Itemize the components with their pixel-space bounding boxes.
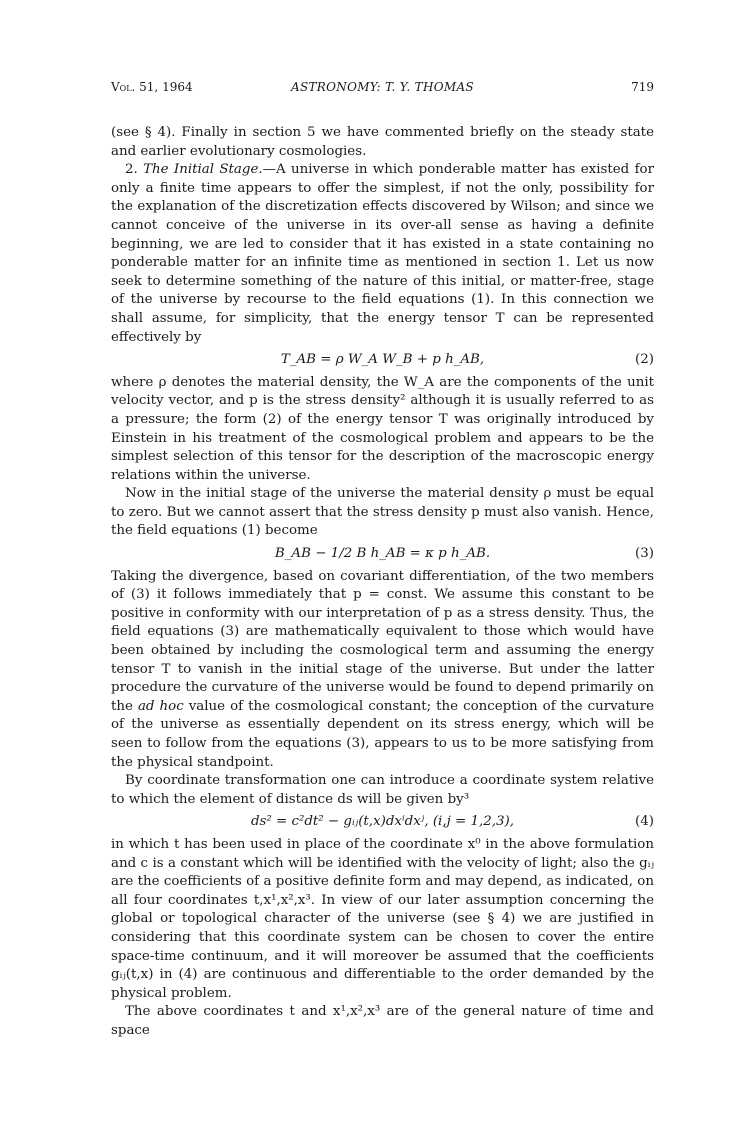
paragraph-initial-stage xyxy=(111,161,654,347)
ad-hoc-term: ad hoc xyxy=(137,698,184,714)
divergence-text-b: value of the cosmological constant; the conception of the curvature of the universe as essentially dependent on its stress energy, which will be seen to follow from the equations (3), appears to us to be more satisfying from the physical standpoint. xyxy=(111,698,655,770)
running-header xyxy=(111,80,654,100)
paragraph-divergence xyxy=(111,568,654,773)
section-text: —A universe in which ponderable matter has existed for only a finite time appears to offer the simplest, if not the only, possibility for the explanation of the discretization effects discovered by Wilson; and since we cannot conceive of the universe in its over-all sense as having a definite beginning, we are led to consider that it has existed in a state containing no ponderable matter for an infinite time as mentioned in section 1. Let us now seek to determine something of the nature of this initial, or matter-free, stage of the universe by recourse to the field equations (1). In this connection we shall assume, for simplicity, that the energy tensor T can be represented effectively by xyxy=(111,162,654,345)
article-body xyxy=(111,124,654,1041)
equation-2-number: (2) xyxy=(635,352,654,368)
page-number: 719 xyxy=(631,80,654,94)
equation-3 xyxy=(111,545,654,564)
running-title: ASTRONOMY: T. Y. THOMAS xyxy=(291,80,474,94)
paragraph-initial-density: Now in the initial stage of the universe the material density ρ must be equal to zero. But we cannot assert that the stress density p must also vanish. Hence, the field equations (1) become xyxy=(111,486,654,539)
equation-4-expression: ds² = c²dt² − gᵢⱼ(t,x)dxⁱdxʲ, (i,j = 1,2,3), xyxy=(250,814,515,830)
paragraph-time-space: The above coordinates t and x¹,x²,x³ are of the general nature of time and space xyxy=(111,1004,654,1038)
equation-2-expression: T_AB = ρ W_A W_B + p h_AB, xyxy=(280,352,485,368)
equation-3-number: (3) xyxy=(635,546,654,562)
equation-2 xyxy=(111,351,654,370)
paper-page xyxy=(111,80,654,1041)
paragraph-coordinate-transformation: By coordinate transformation one can introduce a coordinate system relative to which the element of distance ds will be given by³ xyxy=(111,773,654,807)
equation-3-expression: B_AB − 1/2 B h_AB = κ p h_AB. xyxy=(274,546,491,562)
paragraph-coordinates-explanation: in which t has been used in place of the coordinate x⁰ in the above formulation and c is a constant which will be identified with the velocity of light; also the gᵢⱼ are the coefficients of a positive definite form and may depend, as indicated, on all four coordinates t,x¹,x²,x³. In view of our later assumption concerning the global or topological character of the universe (see § 4) we are justified in considering that this coordinate system can be chosen to cover the entire space-time continuum, and it will moreover be assumed that the coefficients gᵢⱼ(t,x) in (4) are continuous and differentiable to the order demanded by the physical problem. xyxy=(111,836,654,1001)
divergence-text-a: Taking the divergence, based on covariant differentiation, of the two members of (3) it follows immediately that p = const. We assume this constant to be positive in conformity with our interpretation of p as a stress density. Thus, the field equations (3) are mathematically equivalent to those which would have been obtained by including the cosmological term and assuming the energy tensor T to vanish in the initial stage of the universe. But under the latter procedure the curvature of the universe would be found to depend primarily on the xyxy=(111,568,654,714)
equation-4 xyxy=(111,813,654,832)
section-number: 2. xyxy=(125,162,138,178)
paragraph-intro-end: (see § 4). Finally in section 5 we have commented briefly on the steady state and earlier evolutionary cosmologies. xyxy=(111,125,654,159)
section-heading: The Initial Stage. xyxy=(143,162,263,178)
paragraph-energy-tensor: where ρ denotes the material density, the W_A are the components of the unit velocity vector, and p is the stress density² although it is usually referred to as a pressure; the form (2) of the energy tensor T was originally introduced by Einstein in his treatment of the cosmological problem and appears to be the simplest selection of this tensor for the description of the macroscopic energy relations within the universe. xyxy=(111,374,654,483)
equation-4-number: (4) xyxy=(635,814,654,830)
volume-label: Vol. 51, 1964 xyxy=(111,80,193,94)
